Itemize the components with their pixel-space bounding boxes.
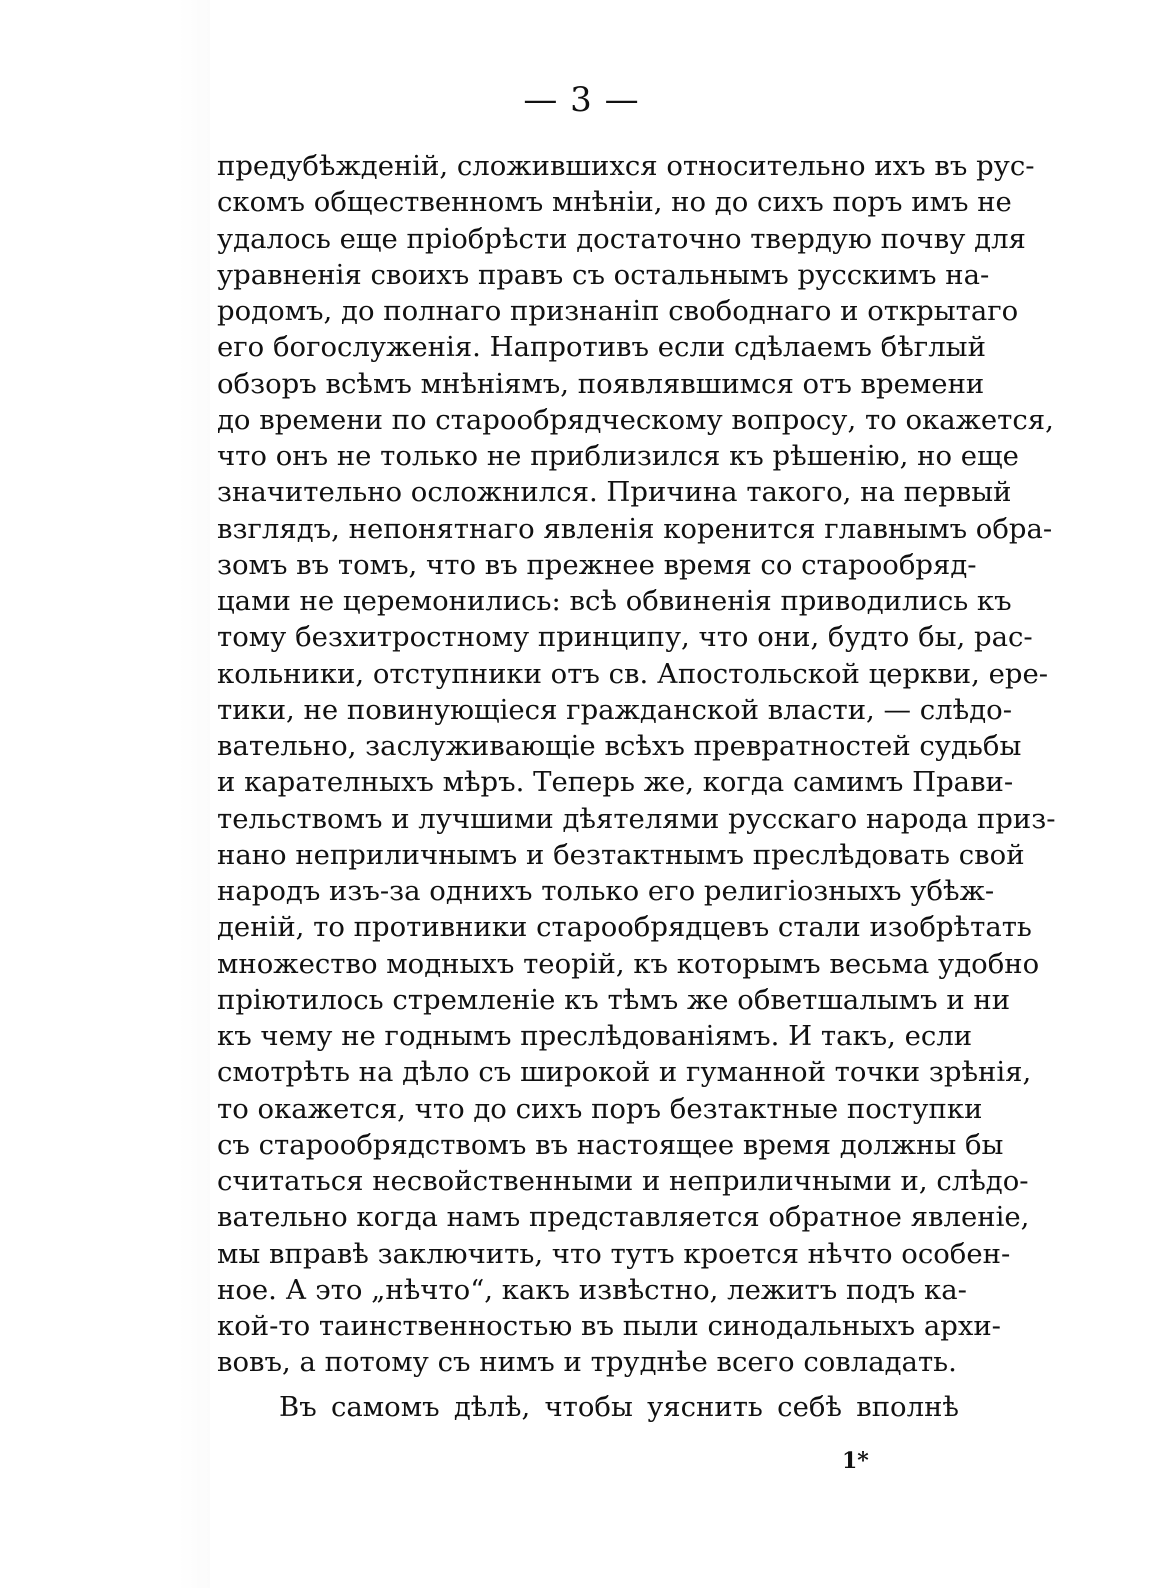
text-line: удалось еще пріобрѣсти достаточно твердую почву для <box>217 222 1026 255</box>
body-text <box>217 148 1056 1425</box>
text-line: значительно осложнился. Причина такого, на первый <box>217 476 1012 509</box>
text-line: и карателныхъ мѣръ. Теперь же, когда самимъ Прави- <box>217 766 1014 799</box>
text-line: вательно когда намъ представляется обратное явленіе, <box>217 1201 1030 1234</box>
text-line: родомъ, до полнаго признаніп свободнаго и открытаго <box>217 295 1019 327</box>
text-line: скомъ общественномъ мнѣніи, но до сихъ поръ имъ не <box>217 186 1012 219</box>
text-line: тельствомъ и лучшими дѣятелями русскаго народа приз- <box>217 802 1056 835</box>
text-line: къ чему не годнымъ преслѣдованіямъ. И такъ, если <box>217 1020 973 1052</box>
paragraph-start-line: Въ самомъ дѣлѣ, чтобы уяснить себѣ вполнѣ <box>279 1390 959 1423</box>
text-line: что онъ не только не приблизился къ рѣшенію, но еще <box>217 440 1019 472</box>
text-line: взглядъ, непонятнаго явленія коренится главнымъ обра- <box>217 512 1053 545</box>
text-line: вательно, заслуживающіе всѣхъ превратностей судьбы <box>217 730 1022 762</box>
text-line: тики, не повинующіеся гражданской власти, — слѣдо- <box>217 693 1012 726</box>
signature-mark: 1* <box>842 1448 869 1474</box>
text-line: нано неприличнымъ и безтактнымъ преслѣдовать свой <box>217 838 1025 871</box>
text-line: мы вправѣ заключить, что тутъ кроется нѣчто особен- <box>217 1237 1011 1270</box>
page-number-header: — 3 — <box>523 80 640 120</box>
text-line: его богослуженія. Напротивъ если сдѣлаемъ бѣглый <box>217 331 986 364</box>
text-line: кольники, отступники отъ св. Апостольской церкви, ере- <box>217 657 1049 690</box>
text-line: съ старообрядствомъ въ настоящее время должны бы <box>217 1128 1004 1161</box>
text-line: предубѣжденій, сложившихся относительно ихъ въ рус- <box>217 150 1035 182</box>
paragraph-end-line: вовъ, а потому съ нимъ и труднѣе всего совладать. <box>217 1346 957 1379</box>
text-line: смотрѣть на дѣло съ широкой и гуманной точки зрѣнія, <box>217 1056 1032 1089</box>
text-line: цами не церемонились: всѣ обвиненія приводились къ <box>217 585 1012 617</box>
text-line: ное. А это „нѣчто“, какъ извѣстно, лежитъ подъ ка- <box>217 1273 967 1306</box>
text-line: народъ изъ-за однихъ только его религіозныхъ убѣж- <box>217 875 995 907</box>
text-line: обзоръ всѣмъ мнѣніямъ, появлявшимся отъ времени <box>217 367 985 400</box>
text-line: уравненія своихъ правъ съ остальнымъ русскимъ на- <box>217 258 990 291</box>
text-line: зомъ въ томъ, что въ прежнее время со старообряд- <box>217 548 977 581</box>
text-line: кой-то таинственностью въ пыли синодальныхъ архи- <box>217 1310 1001 1342</box>
text-line: считаться несвойственными и неприличными и, слѣдо- <box>217 1165 1029 1197</box>
text-line: деній, то противники старообрядцевъ стали изобрѣтать <box>217 911 1032 944</box>
scan-margin-shade <box>0 0 210 1588</box>
text-line: пріютилось стремленіе къ тѣмъ же обветшалымъ и ни <box>217 983 1011 1016</box>
text-line: до времени по старообрядческому вопросу, то окажется, <box>217 403 1054 436</box>
text-line: то окажется, что до сихъ поръ безтактные поступки <box>217 1092 983 1125</box>
text-line: множество модныхъ теорій, къ которымъ весьма удобно <box>217 947 1040 980</box>
paragraph-gap <box>217 1381 959 1389</box>
text-line: тому безхитростному принципу, что они, будто бы, рас- <box>217 621 1033 654</box>
